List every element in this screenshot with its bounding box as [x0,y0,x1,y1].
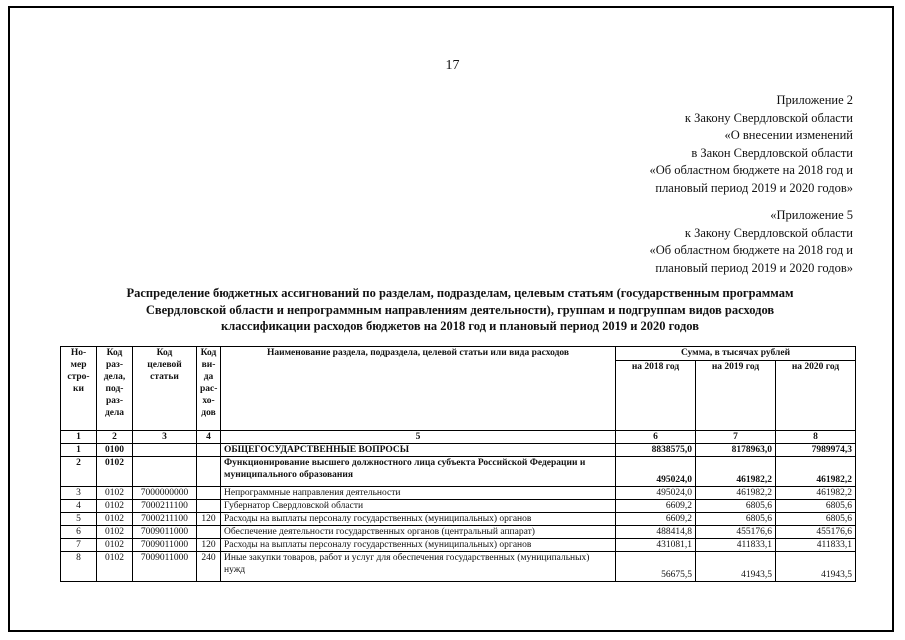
column-number-row [61,431,856,444]
col-number: 1 [61,431,97,444]
value-2019: 455176,6 [696,526,776,539]
appendix-line: к Закону Свердловской области [684,110,853,125]
appendix-line: Приложение 2 [776,93,853,107]
section-code: 0102 [97,487,133,500]
target-code: 7000211100 [133,513,197,526]
appendix-line: «О внесении изменений [724,128,853,142]
row-name: Расходы на выплаты персоналу государственных (муниципальных) органов [221,513,616,526]
row-number: 5 [61,513,97,526]
row-name: Губернатор Свердловской области [221,500,616,513]
section-code: 0102 [97,552,133,582]
value-2020: 6805,6 [776,513,856,526]
value-2020: 411833,1 [776,539,856,552]
kind-code [197,500,221,513]
title-line: классификации расходов бюджетов на 2018 год и плановый период 2019 и 2020 годов [221,319,699,333]
appendix-line: плановый период 2019 и 2020 годов» [655,260,853,275]
col-number: 4 [197,431,221,444]
appendix-line: «Об областном бюджете на 2018 год и [649,243,853,257]
value-2018: 8838575,0 [616,444,696,457]
header-row-number: Но- мер стро- ки [61,347,97,431]
header-sum: Сумма, в тысячах рублей [616,347,856,361]
target-code: 7000000000 [133,487,197,500]
title-line: Свердловской области и непрограммным направлениям деятельности), группам и подгруппам видов расходов [145,302,775,317]
col-number: 5 [221,431,616,444]
table-row [61,500,856,513]
table-row [61,513,856,526]
kind-code [197,457,221,487]
target-code [133,444,197,457]
table-row [61,457,856,487]
value-2020: 461982,2 [776,457,856,487]
value-2019: 411833,1 [696,539,776,552]
table-row [61,526,856,539]
value-2020: 41943,5 [776,552,856,582]
document-title [60,285,860,335]
target-code: 7009011000 [133,526,197,539]
row-number: 3 [61,487,97,500]
table-row [61,539,856,552]
header-section-code: Код раз- дела, под- раз- дела [97,347,133,431]
target-code: 7000211100 [133,500,197,513]
value-2018: 431081,1 [616,539,696,552]
appendix-5-heading [649,207,853,277]
value-2018: 488414,8 [616,526,696,539]
kind-code [197,444,221,457]
col-number: 8 [776,431,856,444]
col-number: 2 [97,431,133,444]
header-2020: на 2020 год [776,361,856,431]
value-2020: 455176,6 [776,526,856,539]
row-name: Иные закупки товаров, работ и услуг для обеспечения государственных (муниципальных) нужд [221,552,616,582]
appendix-2-heading [649,92,853,197]
value-2020: 461982,2 [776,487,856,500]
table-row [61,552,856,582]
value-2019: 461982,2 [696,457,776,487]
section-code: 0102 [97,526,133,539]
value-2018: 6609,2 [616,513,696,526]
col-number: 3 [133,431,197,444]
target-code [133,457,197,487]
appendix-line: плановый период 2019 и 2020 годов» [655,180,853,195]
section-code: 0102 [97,539,133,552]
row-name: ОБЩЕГОСУДАРСТВЕННЫЕ ВОПРОСЫ [221,444,616,457]
section-code: 0102 [97,457,133,487]
appendix-line: к Закону Свердловской области [684,225,853,240]
section-code: 0102 [97,513,133,526]
kind-code [197,526,221,539]
kind-code: 240 [197,552,221,582]
kind-code [197,487,221,500]
appendix-line: «Об областном бюджете на 2018 год и [649,163,853,177]
value-2018: 6609,2 [616,500,696,513]
page-number: 17 [445,58,460,73]
kind-code: 120 [197,513,221,526]
value-2020: 6805,6 [776,500,856,513]
header-kind-code: Код ви- да рас- хо- дов [197,347,221,431]
value-2019: 8178963,0 [696,444,776,457]
target-code: 7009011000 [133,539,197,552]
col-number: 6 [616,431,696,444]
value-2020: 7989974,3 [776,444,856,457]
row-name: Расходы на выплаты персоналу государственных (муниципальных) органов [221,539,616,552]
header-target-code: Код целевой статьи [133,347,197,431]
row-number: 7 [61,539,97,552]
row-name: Функционирование высшего должностного лица субъекта Российской Федерации и муниципального образования [221,457,616,487]
budget-table [60,346,856,582]
value-2019: 41943,5 [696,552,776,582]
value-2018: 495024,0 [616,487,696,500]
value-2019: 6805,6 [696,500,776,513]
row-number: 4 [61,500,97,513]
value-2018: 56675,5 [616,552,696,582]
row-number: 6 [61,526,97,539]
section-code: 0100 [97,444,133,457]
appendix-line: в Закон Свердловской области [691,145,853,160]
table-row [61,487,856,500]
header-2018: на 2018 год [616,361,696,431]
value-2019: 461982,2 [696,487,776,500]
table-row [61,444,856,457]
target-code: 7009011000 [133,552,197,582]
row-name: Обеспечение деятельности государственных органов (центральный аппарат) [221,526,616,539]
section-code: 0102 [97,500,133,513]
header-name: Наименование раздела, подраздела, целевой статьи или вида расходов [221,347,616,431]
row-number: 2 [61,457,97,487]
appendix-line: «Приложение 5 [770,208,853,222]
title-line: Распределение бюджетных ассигнований по разделам, подразделам, целевым статьям (государственным программам [126,286,794,300]
row-number: 1 [61,444,97,457]
value-2018: 495024,0 [616,457,696,487]
header-2019: на 2019 год [696,361,776,431]
row-name: Непрограммные направления деятельности [221,487,616,500]
row-number: 8 [61,552,97,582]
value-2019: 6805,6 [696,513,776,526]
kind-code: 120 [197,539,221,552]
col-number: 7 [696,431,776,444]
